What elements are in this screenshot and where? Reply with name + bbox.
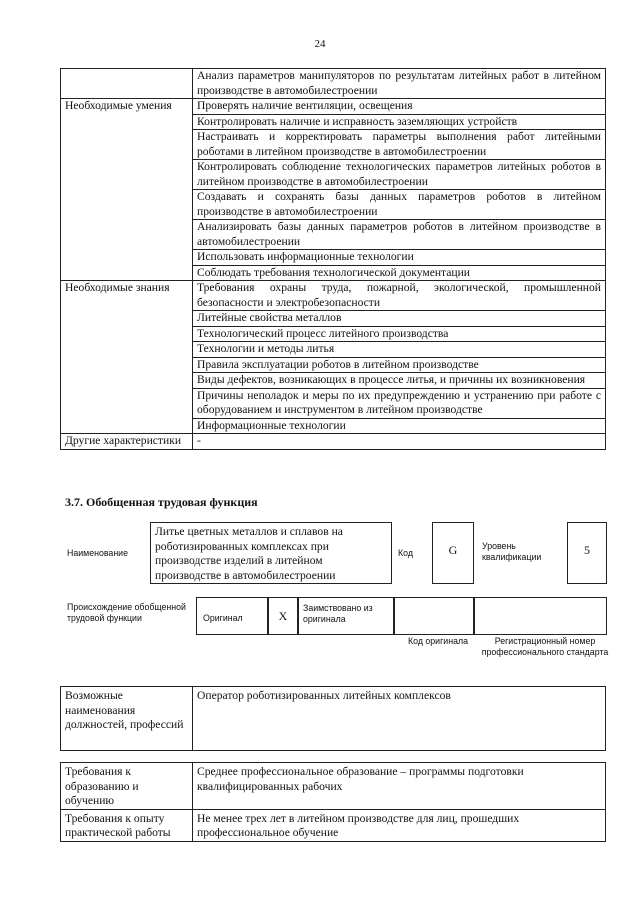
row-item: Соблюдать требования технологической документации	[193, 265, 606, 281]
page-number: 24	[314, 38, 326, 50]
positions-label: Возможные наименования должностей, профессий	[61, 687, 193, 751]
row-item: Анализ параметров манипуляторов по результатам литейных работ в литейном производстве в автомобилестроении	[193, 69, 606, 99]
original-cell	[196, 597, 268, 635]
row-item: Проверять наличие вентиляции, освещения	[193, 99, 606, 115]
positions-value: Оператор роботизированных литейных комплексов	[193, 687, 606, 751]
row-item: Анализировать базы данных параметров роботов в литейном производстве в автомобилестроении	[193, 220, 606, 250]
row-item: Контролировать соблюдение технологических параметров литейных роботов в литейном производстве в автомобилестроении	[193, 160, 606, 190]
table-row	[61, 434, 606, 450]
requirements-table	[60, 762, 606, 842]
row-label: Необходимые умения	[61, 99, 193, 281]
row-label: Другие характеристики	[61, 434, 193, 450]
row-label: Необходимые знания	[61, 281, 193, 434]
table-row	[61, 809, 606, 841]
row-item: Использовать информационные технологии	[193, 250, 606, 266]
table-row	[61, 69, 606, 99]
row-label	[61, 69, 193, 99]
level-label: Уровень квалификации	[482, 541, 542, 562]
row-item: Причины неполадок и меры по их предупреждению и устранению при работе с оборудованием и инструментом в литейном производстве	[193, 388, 606, 418]
reg-number-caption: Регистрационный номер профессионального стандарта	[481, 636, 609, 657]
code-label: Код	[398, 548, 413, 558]
row-item: Правила эксплуатации роботов в литейном производстве	[193, 357, 606, 373]
code-original-caption: Код оригинала	[408, 636, 468, 646]
row-item: Контролировать наличие и исправность заземляющих устройств	[193, 114, 606, 130]
requirement-label: Требования к опыту практической работы	[61, 809, 193, 841]
table-row	[61, 281, 606, 311]
level-value: 5	[567, 522, 607, 584]
row-item: Создавать и сохранять базы данных параметров роботов в литейном производстве в автомобилестроении	[193, 190, 606, 220]
requirement-label: Требования к образованию и обучению	[61, 763, 193, 810]
code-original-cell	[394, 597, 474, 635]
code-value: G	[432, 522, 474, 584]
table-row	[61, 99, 606, 115]
borrowed-label: Заимствовано из оригинала	[298, 597, 394, 635]
table-row	[61, 763, 606, 810]
function-name: Литье цветных металлов и сплавов на роботизированных комплексах при производстве изделий в литейном производстве в автомобилестроении	[150, 522, 392, 584]
row-item: Технологии и методы литья	[193, 342, 606, 358]
row-item: Информационные технологии	[193, 418, 606, 434]
requirement-value: Не менее трех лет в литейном производстве для лиц, прошедших профессиональное обучение	[193, 809, 606, 841]
section-heading: 3.7. Обобщенная трудовая функция	[65, 495, 258, 509]
origin-label: Происхождение обобщенной трудовой функции	[67, 602, 186, 623]
original-label: Оригинал	[203, 613, 243, 623]
name-label: Наименование	[67, 548, 128, 558]
row-item: -	[193, 434, 606, 450]
row-item: Требования охраны труда, пожарной, экологической, промышленной безопасности и электробезопасности	[193, 281, 606, 311]
reg-number-cell	[474, 597, 607, 635]
row-item: Технологический процесс литейного производства	[193, 326, 606, 342]
requirement-value: Среднее профессиональное образование – программы подготовки квалифицированных рабочих	[193, 763, 606, 810]
row-item: Виды дефектов, возникающих в процессе литья, и причины их возникновения	[193, 373, 606, 389]
skills-knowledge-table	[60, 68, 606, 450]
original-mark: X	[268, 597, 298, 635]
row-item: Настраивать и корректировать параметры выполнения работ литейными роботами в литейном производстве в автомобилестроении	[193, 130, 606, 160]
positions-table	[60, 686, 606, 751]
row-item: Литейные свойства металлов	[193, 311, 606, 327]
